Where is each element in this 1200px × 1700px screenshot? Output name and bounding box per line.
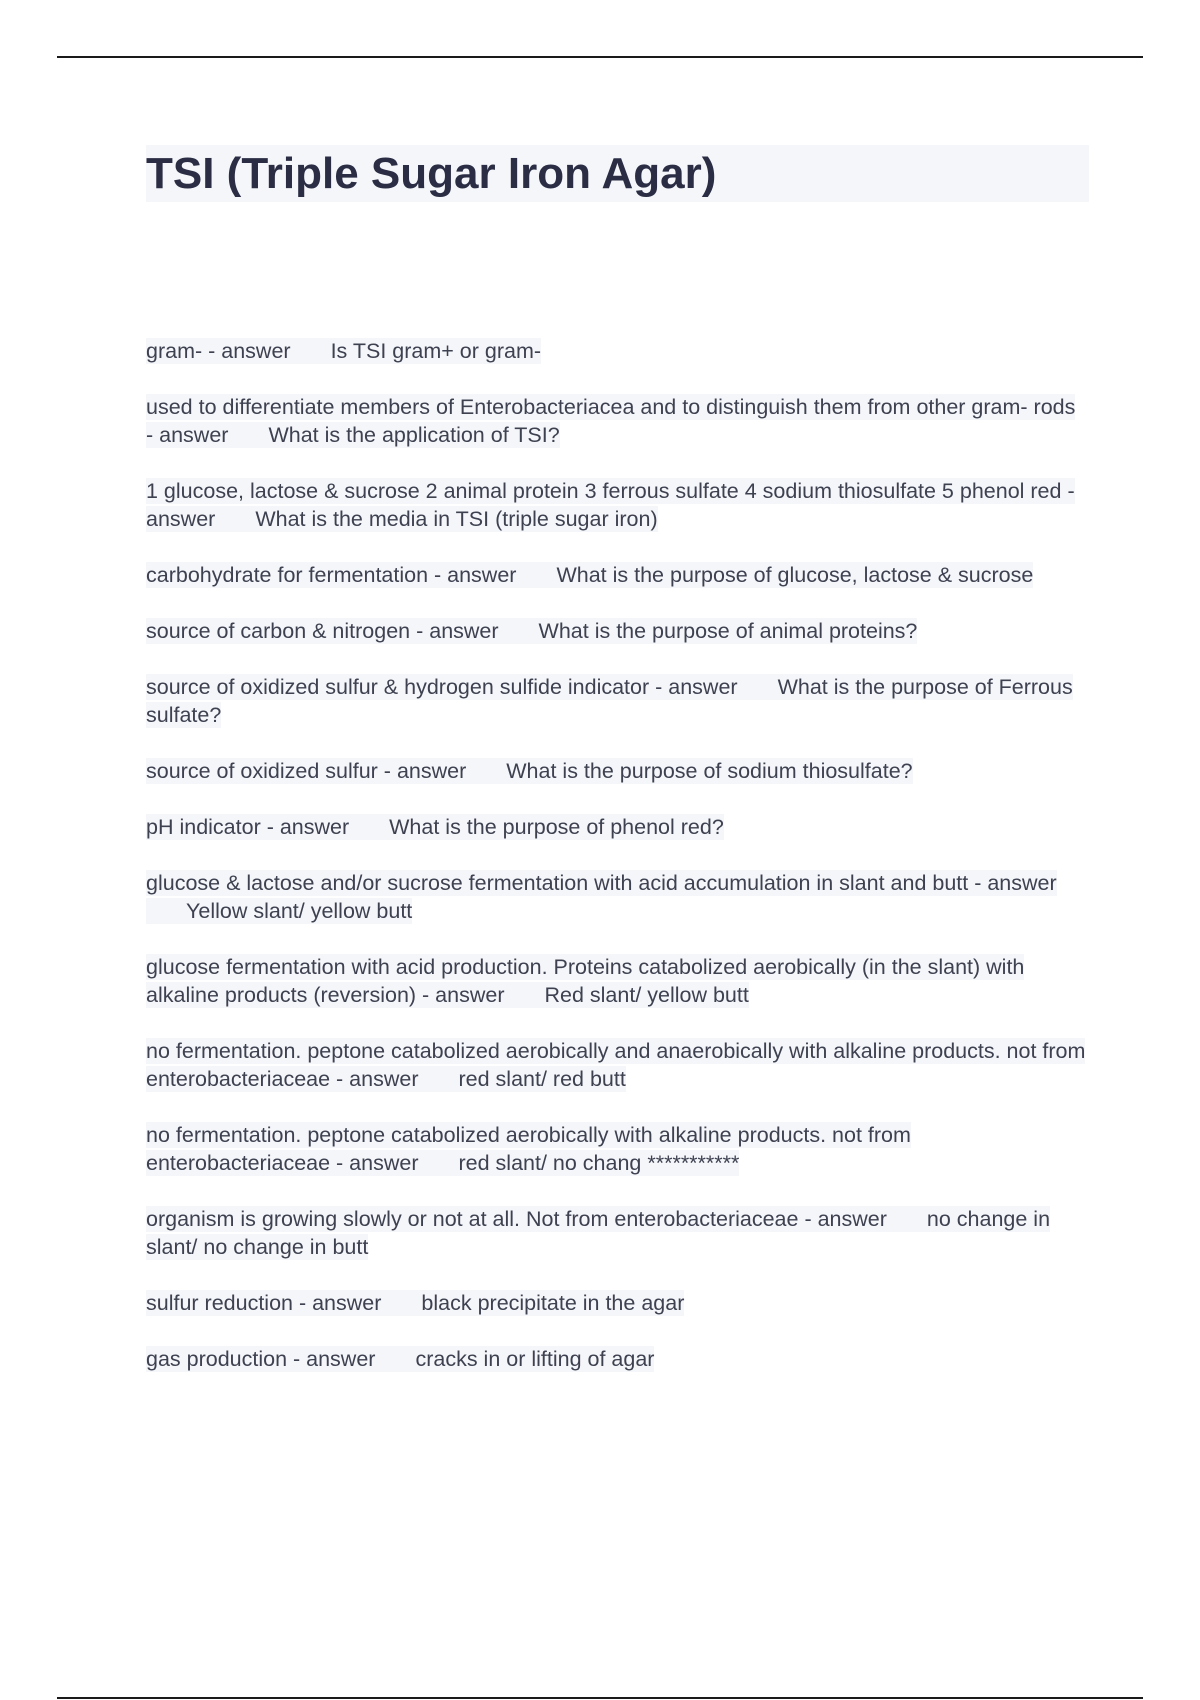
flashcard-item xyxy=(146,617,1086,645)
card-definition: red slant/ red butt xyxy=(458,1067,626,1091)
card-term: used to differentiate members of Enterobacteriacea and to distinguish them from other gram- rods - answer xyxy=(146,395,1076,447)
card-term: glucose fermentation with acid production. Proteins catabolized aerobically (in the slant) with alkaline products (reversion) - answer xyxy=(146,955,1025,1007)
card-definition: What is the media in TSI (triple sugar iron) xyxy=(255,507,658,531)
card-definition: red slant/ no chang *********** xyxy=(458,1151,740,1175)
flashcard-list xyxy=(146,337,1086,1401)
card-definition: What is the purpose of animal proteins? xyxy=(538,619,918,643)
bottom-rule xyxy=(57,1697,1143,1699)
card-term: gram- - answer xyxy=(146,339,291,363)
card-term: no fermentation. peptone catabolized aerobically and anaerobically with alkaline products. not from enterobacteriaceae - answer xyxy=(146,1039,1086,1091)
card-term: 1 glucose, lactose & sucrose 2 animal protein 3 ferrous sulfate 4 sodium thiosulfate 5 phenol red - answer xyxy=(146,479,1075,531)
flashcard-item xyxy=(146,1205,1086,1261)
flashcard-item xyxy=(146,813,1086,841)
card-definition: What is the purpose of glucose, lactose & sucrose xyxy=(556,563,1034,587)
card-definition: Is TSI gram+ or gram- xyxy=(330,339,542,363)
card-definition: black precipitate in the agar xyxy=(421,1291,685,1315)
card-term: carbohydrate for fermentation - answer xyxy=(146,563,517,587)
top-rule xyxy=(57,56,1143,58)
card-definition: no change in slant/ no change in butt xyxy=(146,1207,1051,1259)
flashcard-item xyxy=(146,393,1086,449)
card-definition: cracks in or lifting of agar xyxy=(415,1347,655,1371)
page-title: TSI (Triple Sugar Iron Agar) xyxy=(146,149,717,198)
card-term: source of oxidized sulfur - answer xyxy=(146,759,467,783)
card-term: source of carbon & nitrogen - answer xyxy=(146,619,499,643)
flashcard-item xyxy=(146,953,1086,1009)
card-term: glucose & lactose and/or sucrose fermentation with acid accumulation in slant and butt - answer xyxy=(146,871,1057,895)
flashcard-item xyxy=(146,477,1086,533)
card-definition: What is the purpose of phenol red? xyxy=(389,815,724,839)
card-term: source of oxidized sulfur & hydrogen sulfide indicator - answer xyxy=(146,675,738,699)
flashcard-item xyxy=(146,1345,1086,1373)
flashcard-item xyxy=(146,673,1086,729)
card-term: gas production - answer xyxy=(146,1347,376,1371)
flashcard-item xyxy=(146,869,1086,925)
flashcard-item xyxy=(146,1037,1086,1093)
card-definition: Yellow slant/ yellow butt xyxy=(186,899,413,923)
flashcard-item xyxy=(146,561,1086,589)
card-term: no fermentation. peptone catabolized aerobically with alkaline products. not from enterobacteriaceae - answer xyxy=(146,1123,911,1175)
card-definition: What is the application of TSI? xyxy=(268,423,560,447)
flashcard-item xyxy=(146,757,1086,785)
card-term: sulfur reduction - answer xyxy=(146,1291,382,1315)
card-definition: Red slant/ yellow butt xyxy=(544,983,749,1007)
card-definition: What is the purpose of Ferrous sulfate? xyxy=(146,675,1073,727)
flashcard-item xyxy=(146,1289,1086,1317)
flashcard-item xyxy=(146,337,1086,365)
flashcard-item xyxy=(146,1121,1086,1177)
card-definition: What is the purpose of sodium thiosulfate? xyxy=(506,759,913,783)
card-term: pH indicator - answer xyxy=(146,815,350,839)
card-term: organism is growing slowly or not at all. Not from enterobacteriaceae - answer xyxy=(146,1207,887,1231)
